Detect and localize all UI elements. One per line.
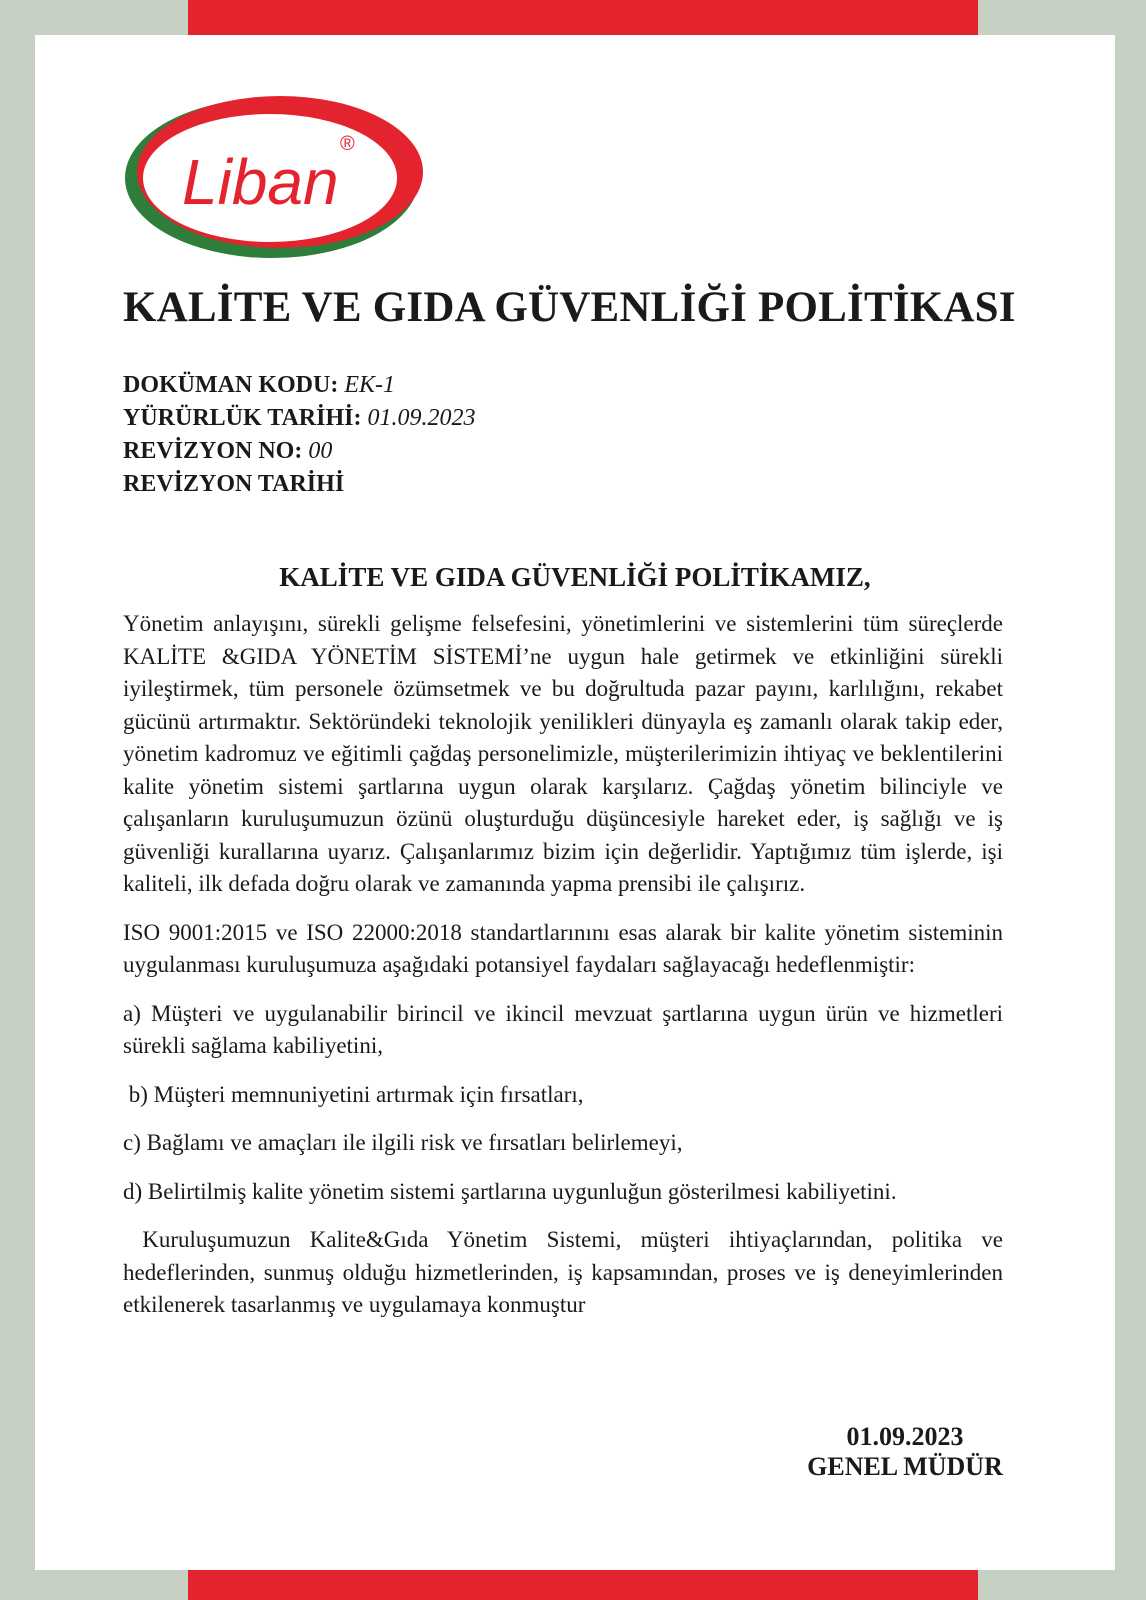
signature-block bbox=[795, 1422, 1015, 1482]
meta-row bbox=[123, 468, 475, 501]
signature-role: GENEL MÜDÜR bbox=[807, 1452, 1003, 1481]
signature-date: 01.09.2023 bbox=[846, 1422, 964, 1451]
policy-closing-paragraph: Kuruluşumuzun Kalite&Gıda Yönetim Sistemi, müşteri ihtiyaçlarından, politika ve hedeflerinden, sunmuş olduğu hizmetlerinden, iş kapsamından, proses ve iş deneyimlerinden etkilenerek tasarlanmış ve uygulamaya konmuştur bbox=[123, 1227, 1009, 1317]
meta-label: DOKÜMAN KODU: bbox=[123, 372, 339, 398]
meta-label: YÜRÜRLÜK TARİHİ: bbox=[123, 405, 362, 431]
policy-body bbox=[123, 608, 1009, 1338]
list-item-c: c) Bağlamı ve amaçları ile ilgili risk ve fırsatları belirlemeyi, bbox=[123, 1130, 683, 1155]
list-item-a: a) Müşteri ve uygulanabilir birincil ve ikincil mevzuat şartlarına uygun ürün ve hizmetleri sürekli sağlama kabiliyetini, bbox=[123, 1000, 1003, 1058]
list-item-b: b) Müşteri memnuniyetini artırmak için fırsatları, bbox=[123, 1081, 584, 1107]
top-accent-bar bbox=[188, 0, 978, 35]
document-title: KALİTE VE GIDA GÜVENLİĞİ POLİTİKASI bbox=[123, 284, 1016, 331]
logo-wordmark: Liban bbox=[182, 146, 339, 218]
meta-row bbox=[123, 402, 475, 435]
registered-mark-icon: ® bbox=[340, 133, 355, 155]
meta-value: EK-1 bbox=[344, 372, 395, 398]
list-item-d: d) Belirtilmiş kalite yönetim sistemi şartlarına uygunluğun gösterilmesi kabiliyetini. bbox=[123, 1178, 897, 1204]
meta-row bbox=[123, 369, 475, 402]
meta-value: 01.09.2023 bbox=[367, 405, 476, 431]
meta-row bbox=[123, 435, 475, 468]
document-page bbox=[35, 35, 1115, 1570]
liban-logo bbox=[120, 92, 425, 262]
document-meta bbox=[123, 369, 475, 501]
policy-paragraph: ISO 9001:2015 ve ISO 22000:2018 standartlarınını esas alarak bir kalite yönetim sisteminin uygulanması kuruluşumuza aşağıdaki potansiyel faydaları sağlayacağı hedeflenmiştir: bbox=[123, 919, 1003, 977]
meta-label: REVİZYON TARİHİ bbox=[123, 471, 345, 497]
bottom-accent-bar bbox=[188, 1570, 978, 1600]
policy-heading: KALİTE VE GIDA GÜVENLİĞİ POLİTİKAMIZ, bbox=[279, 562, 871, 592]
meta-label: REVİZYON NO: bbox=[123, 438, 303, 464]
policy-paragraph: Yönetim anlayışını, sürekli gelişme felsefesini, yönetimlerini ve sistemlerini tüm süreçlerde KALİTE &GIDA YÖNETİM SİSTEMİ’ne uygun hale getirmek ve etkinliğini sürekli iyileştirmek, tüm personele özümsetmek ve bu doğrultuda pazar payını, karlılığını, rekabet gücünü artırmaktır. Sektöründeki teknolojik yenilikleri dünyayla eş zamanlı olarak takip eder, yönetim kadromuz ve eğitimli çağdaş personelimizle, müşterilerimizin ihtiyaç ve beklentilerini kalite yönetim sistemi şartlarına uygun olarak karşılarız. Çağdaş yönetim bilinciyle ve çalışanların kuruluşumuzun özünü oluşturduğu düşüncesiyle hareket eder, iş sağlığı ve iş güvenliği kurallarına uyarız. Çalışanlarımız bizim için değerlidir. Yaptığımız tüm işlerde, işi kaliteli, ilk defada doğru olarak ve zamanında yapma prensibi ile çalışırız. bbox=[123, 611, 1003, 896]
meta-value: 00 bbox=[308, 438, 333, 464]
